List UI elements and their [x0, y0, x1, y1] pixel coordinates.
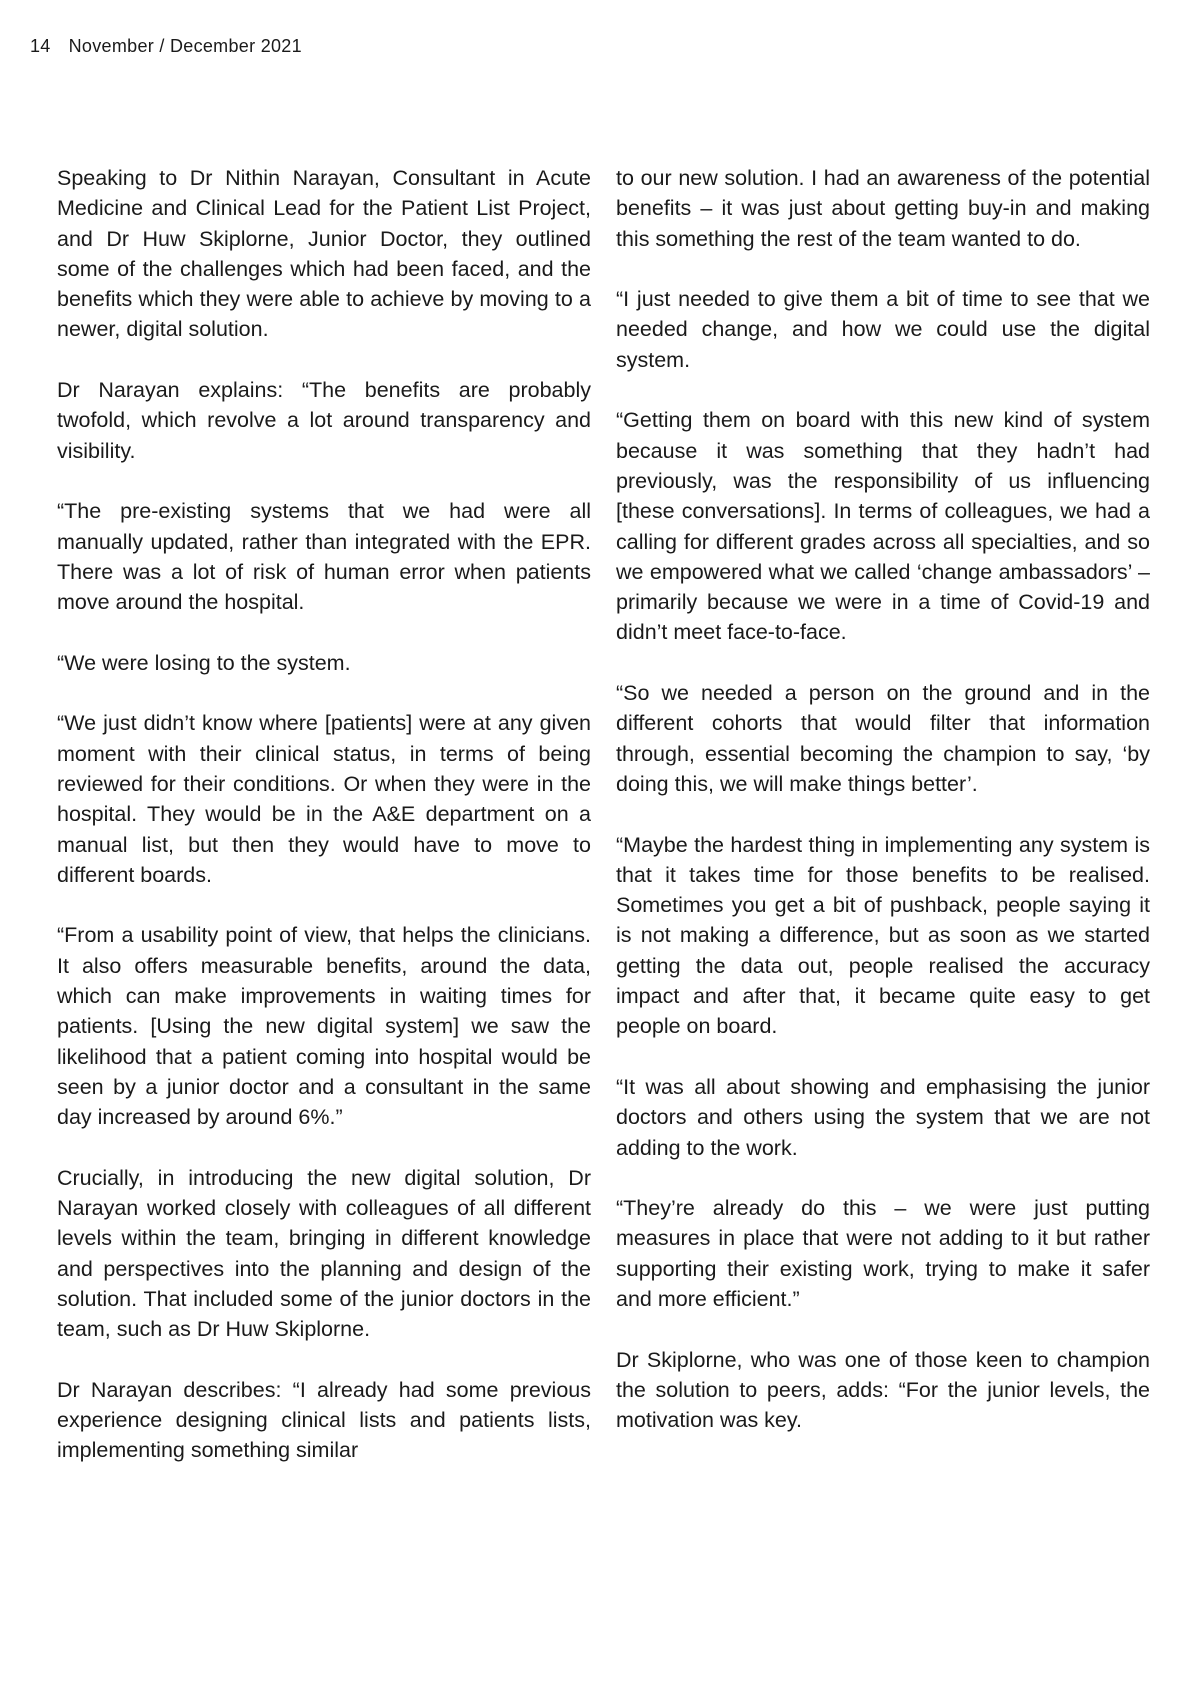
article-column-left [57, 163, 591, 1496]
issue-date: November / December 2021 [68, 36, 302, 56]
paragraph: “We just didn’t know where [patients] were at any given moment with their clinical status, in terms of being reviewed for their conditions. Or when they were in the hospital. They would be in the A&E department on a manual list, but then they would have to move to different boards. [57, 711, 591, 887]
paragraph: “The pre-existing systems that we had were all manually updated, rather than integrated with the EPR. There was a lot of risk of human error when patients move around the hospital. [57, 499, 591, 615]
paragraph: “I just needed to give them a bit of time to see that we needed change, and how we could use the digital system. [616, 287, 1150, 372]
paragraph: “Maybe the hardest thing in implementing any system is that it takes time for those benefits to be realised. Sometimes you get a bit of pushback, people saying it is not making a difference, but as soon as we started getting the data out, people realised the accuracy impact and after that, it became quite easy to get people on board. [616, 832, 1150, 1039]
paragraph: to our new solution. I had an awareness of the potential benefits – it was just about getting buy-in and making this something the rest of the team wanted to do. [616, 166, 1150, 251]
paragraph: Dr Narayan describes: “I already had some previous experience designing clinical lists and patients lists, implementing something similar [57, 1377, 591, 1463]
page-number: 14 [30, 36, 51, 56]
paragraph: “Getting them on board with this new kind of system because it was something that they hadn’t had previously, was the responsibility of us influencing [these conversations]. In terms of colleagues, we had a calling for different grades across all specialties, and so we empowered what we called ‘change ambassadors’ – primarily because we were in a time of Covid-19 and didn’t meet face-to-face. [616, 408, 1150, 645]
paragraph: “We were losing to the system. [57, 650, 351, 675]
paragraph: “They’re already do this – we were just putting measures in place that were not adding to it but rather supporting their existing work, trying to make it safer and more efficient.” [616, 1196, 1150, 1311]
article-column-right [616, 163, 1150, 1466]
paragraph: Dr Narayan explains: “The benefits are probably twofold, which revolve a lot around transparency and visibility. [57, 378, 591, 463]
paragraph: Dr Skiplorne, who was one of those keen to champion the solution to peers, adds: “For the junior levels, the motivation was key. [616, 1347, 1150, 1433]
paragraph: “It was all about showing and emphasising the junior doctors and others using the system that we are not adding to the work. [616, 1074, 1150, 1160]
paragraph: Crucially, in introducing the new digital solution, Dr Narayan worked closely with colleagues of all different levels within the team, bringing in different knowledge and perspectives into the planning and design of the solution. That included some of the junior doctors in the team, such as Dr Huw Skiplorne. [57, 1165, 591, 1342]
page-header [30, 36, 302, 57]
paragraph: “So we needed a person on the ground and in the different cohorts that would filter that information through, essential becoming the champion to say, ‘by doing this, we will make things better’. [616, 681, 1150, 796]
paragraph: Speaking to Dr Nithin Narayan, Consultant in Acute Medicine and Clinical Lead for the Patient List Project, and Dr Huw Skiplorne, Junior Doctor, they outlined some of the challenges which had been faced, and the benefits which they were able to achieve by moving to a newer, digital solution. [57, 166, 591, 342]
paragraph: “From a usability point of view, that helps the clinicians. It also offers measurable benefits, around the data, which can make improvements in waiting times for patients. [Using the new digital system] we saw the likelihood that a patient coming into hospital would be seen by a junior doctor and a consultant in the same day increased by around 6%.” [57, 923, 591, 1130]
